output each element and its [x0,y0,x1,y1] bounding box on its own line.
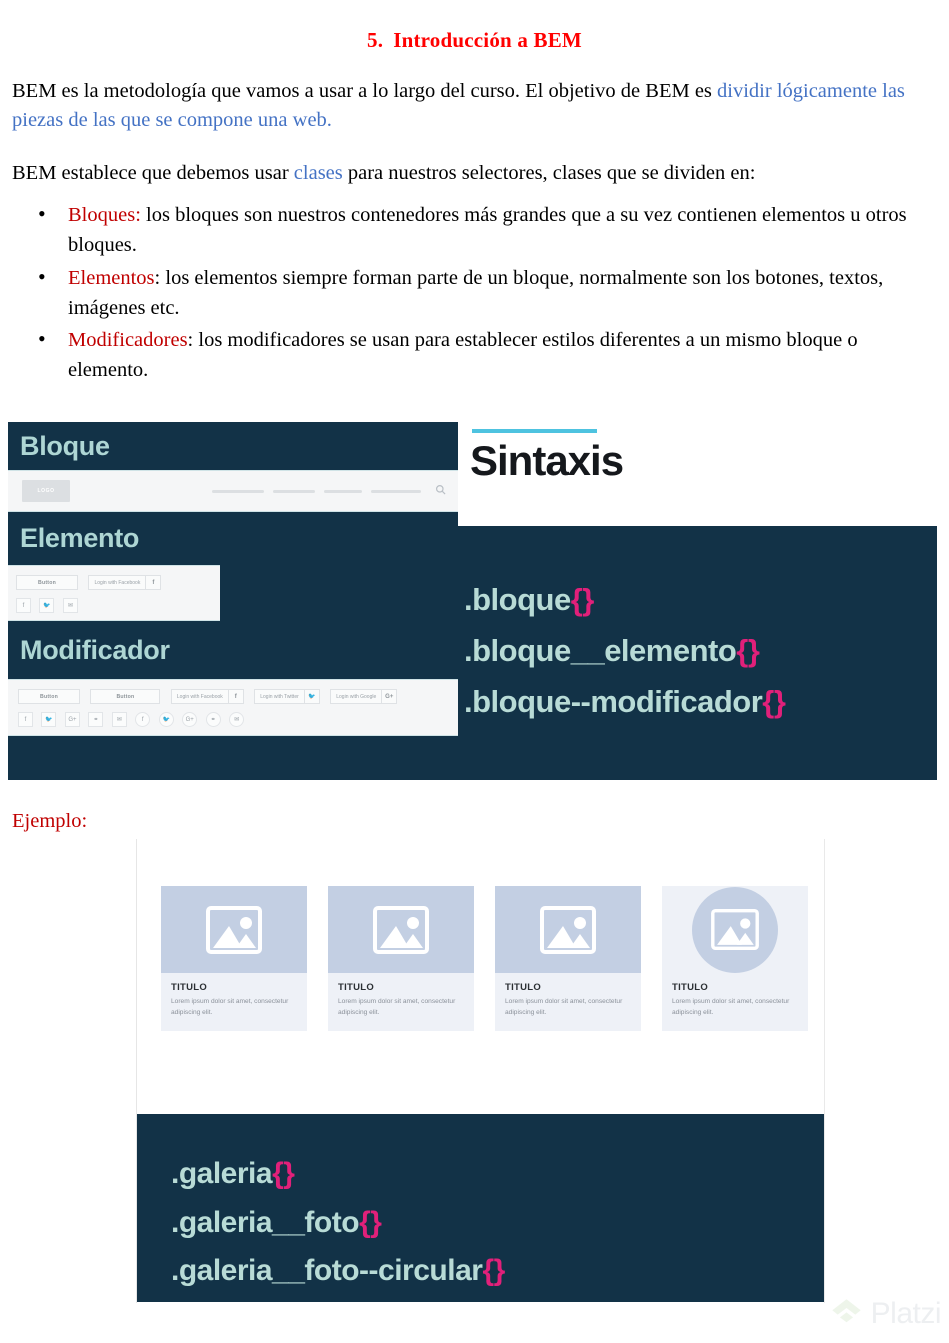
logo-placeholder: LOGO [22,480,70,502]
galeria-card-list [137,839,824,1031]
twitter-icon[interactable]: 🐦 [159,712,174,727]
paragraph-2-highlight: clases [293,162,343,185]
bloque-label: Bloque [20,430,110,461]
code-selector: .galeria__foto--circular [171,1254,483,1288]
button[interactable]: Button [18,689,80,704]
elemento-section-header [8,512,460,565]
twitter-login-label: Login with Twitter [260,693,299,700]
facebook-icon[interactable]: f [16,598,31,613]
gallery-card[interactable] [161,886,307,1031]
list-item-term: Bloques: [68,204,141,227]
gallery-card-body [161,973,307,1031]
nav-item-placeholder[interactable] [371,490,421,493]
gallery-card-text: Lorem ipsum dolor sit amet, consectetur adipiscing elit. [672,998,790,1016]
code-line [464,625,937,676]
sintaxis-header [458,421,937,526]
image-placeholder-icon [711,909,759,950]
code-line [464,676,937,727]
elemento-label: Elemento [20,523,140,553]
list-item [68,325,937,385]
list-item [68,200,937,260]
platzi-wordmark: Platzi [870,1296,941,1330]
gallery-card-body [662,973,808,1031]
pinterest-icon[interactable]: ⚭ [206,712,221,727]
googleplus-icon: G+ [381,690,396,703]
bem-demo-screenshot [8,422,460,780]
nav-item-placeholder[interactable] [324,490,362,493]
image-placeholder-icon [540,906,596,954]
code-braces: {} [736,633,760,669]
gallery-card-thumb [328,886,474,973]
googleplus-icon[interactable]: G+ [65,712,80,727]
twitter-icon[interactable]: 🐦 [39,598,54,613]
nav-item-placeholder[interactable] [273,490,315,493]
code-line [464,574,937,625]
facebook-login-button[interactable] [171,689,244,704]
document-body [0,28,949,385]
galeria-cards-area [137,839,824,1114]
code-line [171,1247,824,1296]
code-braces: {} [762,684,786,720]
code-braces: {} [272,1157,295,1190]
modificador-social-icon-row [18,711,450,729]
platzi-logo-icon [829,1296,864,1331]
bloque-section-header [8,422,460,470]
gallery-card-body [328,973,474,1031]
paragraph-1-plain: BEM es la metodología que vamos a usar a lo largo del curso. El objetivo de BEM es [12,80,718,102]
facebook-login-label: Login with Facebook [94,579,141,586]
code-selector: .bloque [464,582,571,617]
facebook-icon: f [228,690,243,703]
twitter-icon: 🐦 [304,690,319,703]
ejemplo-label: Ejemplo: [12,810,88,832]
paragraph-1 [12,77,937,135]
modificador-button-row [18,688,450,706]
googleplus-icon[interactable]: G+ [182,712,197,727]
gallery-card-thumb-circular [662,886,808,973]
mail-icon[interactable]: ✉ [63,598,78,613]
paragraph-1-highlight: dividir lógicamente las piezas de las que se compone una web. [12,80,905,132]
page-title [12,28,937,53]
code-braces: {} [482,1254,505,1288]
gallery-card-title: TITULO [171,982,208,993]
sintaxis-code-block [458,526,937,780]
list-item-definition: : los elementos siempre forman parte de un bloque, normalmente son los botones, textos, imágenes etc. [68,266,884,319]
twitter-icon[interactable]: 🐦 [41,712,56,727]
paragraph-2-plain-1: BEM establece que debemos usar [12,162,294,185]
code-selector: .bloque__elemento [464,633,737,669]
mail-icon[interactable]: ✉ [229,712,244,727]
sintaxis-title: Sintaxis [470,437,624,484]
code-selector: .galeria__foto [171,1205,360,1239]
elemento-demo-panel [8,565,220,621]
search-icon[interactable] [435,482,446,500]
list-item-definition: los bloques son nuestros contenedores más grandes que a su vez contienen elementos u otros bloques. [68,204,907,257]
bem-concepts-list [12,200,937,385]
google-login-button[interactable] [330,689,397,704]
code-selector: .galeria [171,1157,273,1190]
paragraph-2-plain-2: para nuestros selectores, clases que se dividen en: [342,162,756,185]
code-line [171,1199,824,1248]
gallery-card-title: TITULO [338,982,375,993]
code-selector: .bloque--modificador [464,684,763,720]
facebook-login-label: Login with Facebook [176,693,223,700]
gallery-card-title: TITULO [672,982,709,993]
galeria-code-block [137,1114,824,1302]
page-title-text: Introducción a BEM [393,28,582,52]
gallery-card-circular[interactable] [662,886,808,1031]
nav-item-placeholder[interactable] [212,490,264,493]
list-item-term: Elementos [68,266,155,289]
facebook-icon[interactable]: f [135,712,150,727]
gallery-card[interactable] [328,886,474,1031]
platzi-watermark [829,1296,941,1331]
code-braces: {} [359,1205,382,1239]
gallery-card-thumb [495,886,641,973]
pinterest-icon[interactable]: ⚭ [88,712,103,727]
modificador-label: Modificador [20,634,170,665]
galeria-screenshot [136,839,825,1303]
gallery-card-text: Lorem ipsum dolor sit amet, consectetur adipiscing elit. [505,998,623,1016]
social-icon-row [16,597,220,615]
code-braces: {} [570,582,594,617]
page-title-number: 5. [367,28,384,52]
mail-icon[interactable]: ✉ [112,712,127,727]
circular-mask [692,887,778,973]
navbar-demo [8,470,460,512]
google-login-label: Login with Google [336,693,377,700]
modificador-section-header [8,621,460,679]
gallery-card[interactable] [495,886,641,1031]
gallery-card-title: TITULO [505,982,542,993]
sintaxis-screenshot [458,421,937,780]
button[interactable]: Button [16,575,78,590]
gallery-card-body [495,973,641,1031]
button[interactable]: Button [90,689,160,704]
list-item [68,263,937,323]
accent-rule [472,429,597,433]
list-item-term: Modificadores [68,328,188,351]
gallery-card-thumb [161,886,307,973]
facebook-icon: f [145,576,160,589]
facebook-login-button[interactable] [88,575,161,590]
list-item-definition: : los modificadores se usan para establecer estilos diferentes a un mismo bloque o elemento. [68,328,858,381]
gallery-card-text: Lorem ipsum dolor sit amet, consectetur adipiscing elit. [171,998,289,1016]
image-placeholder-icon [373,906,429,954]
code-line [171,1150,824,1199]
modificador-demo-panel [8,679,460,736]
image-placeholder-icon [206,906,262,954]
twitter-login-button[interactable] [254,689,320,704]
facebook-icon[interactable]: f [18,712,33,727]
gallery-card-text: Lorem ipsum dolor sit amet, consectetur adipiscing elit. [338,998,456,1016]
paragraph-2 [12,159,937,188]
